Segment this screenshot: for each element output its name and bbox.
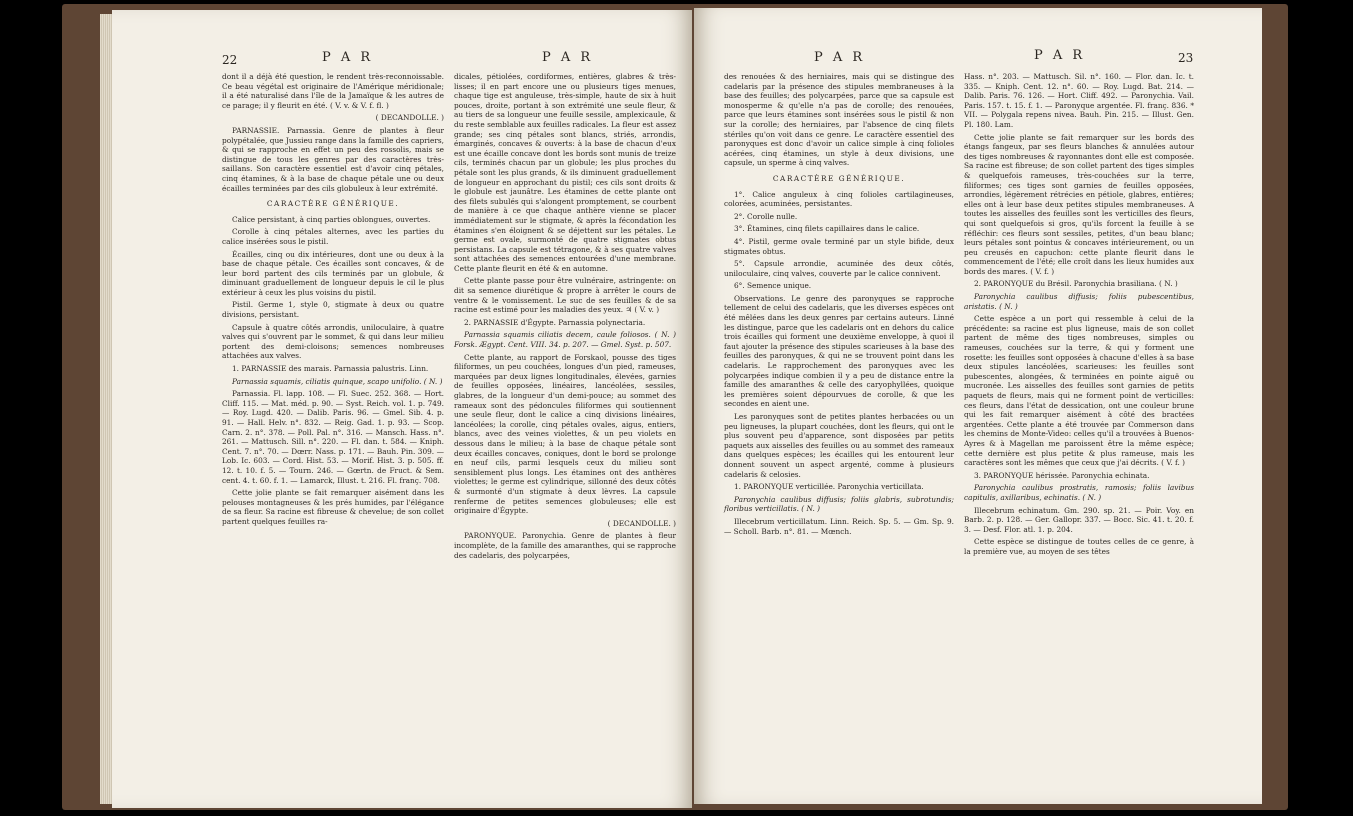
- paragraph: 6°. Semence unique.: [734, 281, 812, 291]
- paragraph: Écailles, cinq ou dix intérieures, dont une ou deux à la base de chaque pétale. Ces écailles sont concaves, & de leur bord partent des cils terminés par un globule, & diminuant graduellement de longueur depuis le cil le plus extérieur à ceux les plus voisins du pistil.: [222, 249, 444, 297]
- paragraph: des renouées & des herniaires, mais qui se distingue des cadelaris par la présence des stipules membraneuses à la base des feuilles; des polycarpées, parce que sa capsule est monosperme & qu'elle n'a pas de corolle; des renouées, parce que leurs étamines sont insérées sous le pistil & non sur la corolle; des herniaires, par l'absence de cinq filets stériles qu'on voit dans ce genre. Le caractère essentiel des paronyques est donc d'avoir un calice simple à cinq folioles acérées, cinq étamines, un style à deux divisions, une capsule, un sperme à cinq valves.: [724, 72, 954, 168]
- species-heading: 1. PARONYQUE verticillée. Paronychia verticillata.: [734, 482, 924, 492]
- paragraph: Corolle à cinq pétales alternes, avec les parties du calice insérées sous le pistil.: [222, 227, 444, 246]
- paragraph: 1°. Calice anguleux à cinq folioles cartilagineuses, colorées, acuminées, persistantes.: [724, 189, 954, 209]
- paragraph: dont il a déjà été question, le rendent très-reconnoissable. Ce beau végétal est originaire de l'Amérique méridionale; il a été naturalisé dans l'île de la Jamaïque & les autres de ce parage; il y fleurit en été. ( V. v. & V. f. fl. ): [222, 72, 444, 110]
- text-column-2: [454, 72, 676, 563]
- author-signature: ( DECANDOLLE. ): [375, 113, 444, 123]
- running-header-right: P A R: [1034, 48, 1086, 63]
- paragraph: Capsule à quatre côtés arrondis, uniloculaire, à quatre valves qui s'ouvrent par le sommet, & qui dans leur milieu portent des demi-cloisons; semences nombreuses attachées aux valves.: [222, 322, 444, 361]
- references: Illecebrum echinatum. Gm. 290. sp. 21. — Poir. Voy. en Barb. 2. p. 128. — Ger. Gallopr. 337. — Bocc. Sic. 41. t. 20. f. 3. — Desf. Flor. atl. 1. p. 204.: [964, 505, 1194, 534]
- text-column-1: [724, 72, 954, 539]
- species-diagnosis: Paronychia caulibus diffusis; foliis glabris, subrotundis; floribus verticillatis. ( N. ): [724, 494, 954, 514]
- running-header-right: P A R: [542, 50, 594, 65]
- references: Illecebrum verticillatum. Linn. Reich. Sp. 5. — Gm. Sp. 9. — Scholl. Barb. n°. 81. — Mœnch.: [724, 516, 954, 536]
- paragraph: dicales, pétiolées, cordiformes, entières, glabres & très-lisses; il en part encore une ou plusieurs tiges menues, chaque tige est anguleuse, très-simple, haute de six à huit pouces, droite, portant à son extrémité une seule fleur, & au tiers de sa longueur une feuille sessile, amplexicaule, & du reste semblable aux feuilles radicales. La fleur est assez grande; ses cinq pétales sont blancs, striés, arrondis, émarginés, concaves & ouverts: à la base de chacun d'eux est une écaille concave dont les bords sont munis de treize cils, terminés chacun par un globule; les plus proches du pétale sont les plus grands, & ils diminuent graduellement de longueur en approchant du pistil; ces cils sont droits & le globule est jaunâtre. Les étamines de cette plante ont des filets subulés qui s'alongent promptement, se courbent de manière à ce que chaque anthère vienne se placer immédiatement sur le stigmate, & après la fécondation les étamines s'en éloignent & se déjettent sur les pétales. Le germe est ovale, surmonté de quatre stigmates obtus persistans. La capsule est tétragone, & à ses quatre valves sont attachées des semences entourées d'une membrane. Cette plante fleurit en été & en automne.: [454, 72, 676, 273]
- page-number: 23: [1178, 51, 1194, 65]
- paragraph: Cette plante passe pour être vulnéraire, astringente: on dit sa semence diurétique & propre à arrêter le cours de ventre & le vomissement. Le suc de ses feuilles & de sa racine est estimé pour les maladies des yeux. ♃ ( V. v. ): [454, 276, 676, 315]
- species-diagnosis: Paronychia caulibus diffusis; foliis pubescentibus, aristatis. ( N. ): [964, 292, 1194, 311]
- species-diagnosis: Parnassia squamis ciliatis decem, caule foliosos. ( N. ) Forsk. Ægypt. Cent. VIII. 34. p. 207. — Gmel. Syst. p. 507.: [454, 330, 676, 350]
- paragraph: Pistil. Germe 1, style 0, stigmate à deux ou quatre divisions, persistant.: [222, 300, 444, 320]
- paragraph: Cette jolie plante se fait remarquer sur les bords des étangs fangeux, par ses fleurs blanches & annulées autour des tiges nombreuses & rayonnantes dont elle est composée. Sa racine est fibreuse; de son collet partent des tiges simples & quelquefois rameuses, très-couchées sur la terre, filiformes; ces tiges sont garnies de feuilles opposées, arrondies, légèrement rétrécies en pétiole, glabres, entières; elles ont à leur base deux petites stipules membraneuses. A toutes les aisselles des feuilles sont les verticilles des fleurs, qui sont quelquefois si gros, qu'ils forcent la feuille à se réfléchir: ces fleurs sont sessiles, petites, d'un beau blanc; leurs pétales sont pointus & concaves intérieurement, ou un peu creusés en capuchon: cette plante fleurit dans le commencement de l'été; elle croît dans les lieux humides aux bords des mares. ( V. f. ): [964, 132, 1194, 276]
- right-page: [694, 8, 1262, 804]
- running-header-left: P A R: [322, 50, 374, 65]
- running-header-left: P A R: [814, 50, 866, 65]
- text-column-1: [222, 72, 444, 530]
- text-column-2: [964, 72, 1194, 560]
- references: Parnassia. Fl. lapp. 108. — Fl. Suec. 252. 368. — Hort. Cliff. 115. — Mat. méd. p. 90. — Syst. Reich. vol. 1. p. 749. — Roy. Lugd. 420. — Dalib. Paris. 96. — Gmel. Sib. 4. p. 91. — Hall. Helv. n°. 832. — Reig. Gad. 1. p. 93. — Scop. Carn. 2. n°. 378. — Poll. Pal. n°. 316. — Mansch. Hass. n°. 261. — Mattusch. Sill. n°. 220. — Fl. dan. t. 584. — Kniph. Cent. 7. n°. 70. — Dœrr. Nass. p. 171. — Bauh. Pin. 309. — Lob. Ic. 603. — Cord. Hist. 53. — Morif. Hist. 3. p. 505. ff. 12. t. 10. f. 5. — Tourn. 246. — Gœrtn. de Fruct. & Sem. cent. 4. t. 60. f. 1. — Lamarck, Illust. t. 216. Fl. franç. 708.: [222, 389, 444, 485]
- paragraph: Calice persistant, à cinq parties oblongues, ouvertes.: [232, 214, 431, 224]
- paragraph: Cette espèce se distingue de toutes celles de ce genre, à la première vue, au moyen de ses têtes: [964, 537, 1194, 556]
- paragraph: 5°. Capsule arrondie, acuminée des deux côtés, uniloculaire, cinq valves, couverte par le calice connivent.: [724, 259, 954, 278]
- paragraph: Cette plante, au rapport de Forskaol, pousse des tiges filiformes, un peu couchées, longues d'un pied, rameuses, marquées par deux lignes longitudinales, élevées, garnies de feuilles opposées, linéaires, lancéolées, sessiles, glabres, de la longueur d'un demi-pouce; au sommet des rameaux sont des pédoncules filiformes qui soutiennent une seule fleur, dont le calice a cinq divisions linéaires, lancéolées; la corolle, cinq pétales ovales, aigus, entiers, blancs, avec des veines violettes, & un peu violets en dessous dans le milieu; à la base de chaque pétale sont deux écailles concaves, coniques, dont le bord se prolonge en neuf cils, parmi lesquels ceux du milieu sont sensiblement plus longs. Les étamines ont des anthères violettes; le germe est cylindrique, sillonné des deux côtés & surmonté d'un stigmate à deux lèvres. La capsule renferme de petites semences globuleuses; elle est originaire d'Égypte.: [454, 352, 676, 516]
- paragraph: 3°. Étamines, cinq filets capillaires dans le calice.: [734, 224, 920, 234]
- paragraph: Observations. Le genre des paronyques se rapproche tellement de celui des cadelaris, que les diverses espèces ont été mêlées dans les deux genres par certains auteurs. Linné les distingue, parce que les cadelaris ont en dehors du calice trois écailles qui forment une deuxième enveloppe, à quoi il faut ajouter la présence des stipules scarieuses à la base des feuilles des paronyques, & qui ne se trouvent point dans les cadelaris. Le rapprochement des paronyques avec les polycarpées indique combien il y a peu de distance entre la famille des amaranthes & celle des caryophyllées, quoique les premières soient dépourvues de corolle, & que les secondes en aient une.: [724, 293, 954, 409]
- section-heading: CARACTÈRE GÉNÉRIQUE.: [772, 173, 906, 183]
- species-heading: 3. PARONYQUE hérissée. Paronychia echinata.: [974, 470, 1150, 480]
- section-heading: CARACTÈRE GÉNÉRIQUE.: [266, 199, 400, 209]
- page-number: 22: [222, 53, 238, 67]
- paragraph: Les paronyques sont de petites plantes herbacées ou un peu ligneuses, la plupart couchées, dont les fleurs, qui ont le plus souvent peu d'apparence, sont disposées par petits paquets aux aisselles des feuilles ou au sommet des rameaux dans quelques espèces; les écailles qui les entourent leur donnent souvent un aspect argenté, comme à plusieurs cadelaris & celosies.: [724, 412, 954, 479]
- paragraph: PARNASSIE. Parnassia. Genre de plantes à fleur polypétalée, que Jussieu range dans la famille des capriers, & qui se rapproche en effet un peu des rossolis, mais se distingue de tous les genres par des caractères très-saillans. Son caractère essentiel est d'avoir cinq pétales, cinq étamines, & à la base de chaque pétale une ou deux écailles terminées par des cils globuleux à leur extrémité.: [222, 125, 444, 193]
- paragraph: Cette jolie plante se fait remarquer aisément dans les pelouses montagneuses & les prés humides, par l'élégance de sa fleur. Sa racine est fibreuse & chevelue; de son collet partent quelques feuilles ra-: [222, 488, 444, 526]
- paragraph: PARONYQUE. Paronychia. Genre de plantes à fleur incomplète, de la famille des amaranthes, qui se rapproche des cadelaris, des polycarpées,: [454, 531, 676, 560]
- author-signature: ( DECANDOLLE. ): [607, 518, 676, 528]
- species-heading: 2. PARNASSIE d'Égypte. Parnassia polynectaria.: [464, 317, 646, 327]
- species-diagnosis: Paronychia caulibus prostratis, ramosis; foliis lavibus capitulis, axillaribus, echinatis. ( N. ): [964, 483, 1194, 502]
- paragraph: 4°. Pistil, germe ovale terminé par un style bifide, deux stigmates obtus.: [724, 236, 954, 256]
- paragraph: Cette espèce a un port qui ressemble à celui de la précédente: sa racine est plus ligneuse, mais de son collet partent de même des tiges nombreuses, simples ou rameuses, couchées sur la terre, & qui y forment une rosette: les feuilles sont opposées à chacune d'elles à sa base deux stipules lancéolées, scarieuses: les feuilles sont pubescentes, alongées, & terminées en pointe aiguë ou mucronée. Les aisselles des feuilles sont garnies de petits paquets de fleurs, mais qui ne forment point de verticilles: ces fleurs, dans l'état de dessication, ont une couleur brune qui les fait remarquer aisément à côté des bractées argentées. Cette plante a été trouvée par Commerson dans les chemins de Monte-Video: celles qu'il a trouvées à Buenos-Ayres & à Magellan me paroissent être la même espèce; cette dernière est plus petite & plus rameuse, mais les caractères sont les mêmes que ceux que j'ai décrits. ( V. f. ): [964, 314, 1194, 468]
- left-page: [112, 10, 692, 808]
- species-heading: 1. PARNASSIE des marais. Parnassia palustris. Linn.: [232, 364, 429, 374]
- references: Hass. n°. 203. — Mattusch. Sil. n°. 160. — Flor. dan. Ic. t. 335. — Kniph. Cent. 12. n°. 60. — Roy. Lugd. Bat. 214. — Dalib. Paris. 76. 126. — Hort. Cliff. 492. — Paronychia. Vail. Paris. 157. t. 15. f. 1. — Paronyque argentée. Fl. franç. 836. * VII. — Polygala repens nivea. Bauh. Pin. 215. — Illust. Gen. Pl. 180. Lam.: [964, 72, 1194, 129]
- paragraph: 2°. Corolle nulle.: [734, 211, 798, 221]
- species-diagnosis: Parnassia squamis, ciliatis quinque, scapo unifolio. ( N. ): [232, 376, 443, 386]
- species-heading: 2. PARONYQUE du Brésil. Paronychia brasiliana. ( N. ): [974, 279, 1178, 289]
